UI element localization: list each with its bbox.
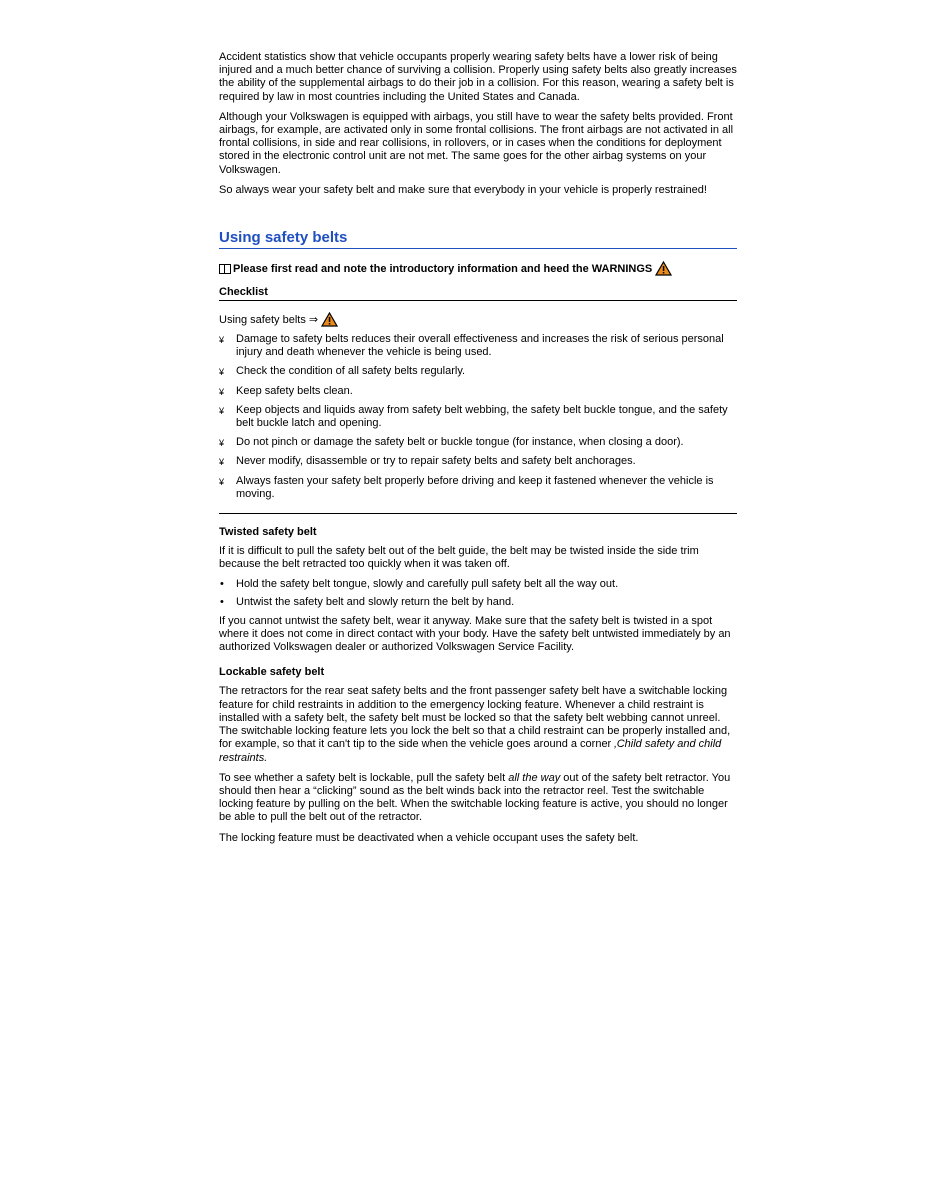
checklist-intro-text: Using safety belts ⇒ (219, 314, 319, 327)
bullet-dot-icon: • (220, 595, 224, 608)
checklist-item: ¥ Do not pinch or damage the safety belt or buckle tongue (for instance, when closing a door). (219, 436, 737, 449)
paragraph-restraint-reminder: So always wear your safety belt and make sure that everybody in your vehicle is properly restrained! (219, 183, 707, 196)
list-item: • Hold the safety belt tongue, slowly and carefully pull safety belt all the way out. (220, 578, 619, 591)
bullet-dot-icon: • (220, 578, 224, 591)
checklist-item: ¥ Damage to safety belts reduces their overall effectiveness and increases the risk of serious personal injury and death whenever the vehicle is being used. (219, 333, 724, 359)
intro-note-text: Please first read and note the introductory information and heed the WARNINGS (233, 262, 653, 275)
checkbox-mark-icon: ¥ (219, 405, 225, 416)
warning-triangle-icon[interactable] (321, 312, 338, 327)
paragraph-accident-statistics: Accident statistics show that vehicle occupants properly wearing safety belts have a lower risk of being injured and a much better chance of surviving a collision. Properly using safety belts also greatly increases the ability of the supplemental airbags to do their job in a collision. For this reason, wearing a safety belt is required by law in most countries including the United States and Canada. (219, 51, 737, 103)
checklist-box (219, 301, 737, 514)
checklist-item: ¥ Keep safety belts clean. (219, 385, 737, 398)
checklist-item: ¥ Keep objects and liquids away from safety belt webbing, the safety belt buckle tongue, and the safety belt buckle latch and opening. (219, 403, 728, 430)
checkbox-mark-icon: ¥ (219, 438, 225, 449)
checklist-items (219, 333, 737, 501)
checkbox-mark-icon: ¥ (219, 386, 225, 397)
checkbox-mark-icon: ¥ (219, 457, 225, 468)
checklist-item: ¥ Check the condition of all safety belts regularly. (219, 365, 737, 378)
checkbox-mark-icon: ¥ (219, 476, 225, 487)
checklist-title: Checklist (219, 286, 737, 301)
list-item: • Untwist the safety belt and slowly return the belt by hand. (220, 595, 515, 608)
checklist-intro (219, 312, 737, 327)
checklist-item: ¥ Never modify, disassemble or try to repair safety belts and safety belt anchorages. (219, 455, 737, 468)
cross-reference-link[interactable]: ‚Child safety and child restraints. (219, 738, 722, 764)
book-icon (219, 264, 231, 274)
warning-triangle-icon[interactable] (655, 261, 672, 276)
section-title: Using safety belts (219, 229, 737, 249)
twisted-belt-steps (219, 578, 737, 608)
lockable-belt-paragraph: The retractors for the rear seat safety belts and the front passenger safety belt have a switchable locking feature for child restraints in addition to the emergency locking feature. Whenever a child restraint is installed with a safety belt, the safety belt must be locked so that the safety belt webbing cannot unreel. The switchable locking feature lets you lock the belt so that a child restraint can be properly installed and, for example, so that it can't tip to the side when the vehicle goes around a corner ‚Child safety and child restraints. (219, 685, 731, 764)
lockable-belt-title: Lockable safety belt (219, 666, 325, 679)
twisted-belt-paragraph-2: If you cannot untwist the safety belt, wear it anyway. Make sure that the safety belt is twisted in a spot where it does not come in direct contact with your body. Have the safety belt untwisted immediately by an authorized Volkswagen dealer or authorized Volkswagen Service Facility. (219, 614, 731, 654)
text-column (219, 51, 737, 852)
twisted-belt-title: Twisted safety belt (219, 526, 317, 539)
twisted-belt-paragraph: If it is difficult to pull the safety belt out of the belt guide, the belt may be twisted inside the side trim because the belt retracted too quickly when it was taken off. (219, 545, 699, 571)
checkbox-mark-icon: ¥ (219, 335, 225, 346)
lockable-belt-paragraph-2: To see whether a safety belt is lockable, pull the safety belt all the way out of the safety belt retractor. You should then hear a “clicking” sound as the belt winds back into the retractor reel. Test the switchable locking feature by pulling on the belt. When the switchable locking feature is active, you should no longer be able to pull the belt out of the retractor. (219, 771, 731, 824)
lockable-belt-paragraph-3: The locking feature must be deactivated when a vehicle occupant uses the safety belt. (219, 831, 639, 844)
intro-note (219, 261, 737, 276)
checklist-item: ¥ Always fasten your safety belt properly before driving and keep it fastened whenever the vehicle is moving. (219, 474, 714, 500)
checkbox-mark-icon: ¥ (219, 367, 225, 378)
paragraph-airbags: Although your Volkswagen is equipped with airbags, you still have to wear the safety belts provided. Front airbags, for example, are activated only in some frontal collisions. The front airbags are not activated in all frontal collisions, in side and rear collisions, in rollovers, or in cases when the conditions for deployment stored in the electronic control unit are not met. The same goes for the other airbag systems on your Volkswagen. (219, 110, 734, 176)
